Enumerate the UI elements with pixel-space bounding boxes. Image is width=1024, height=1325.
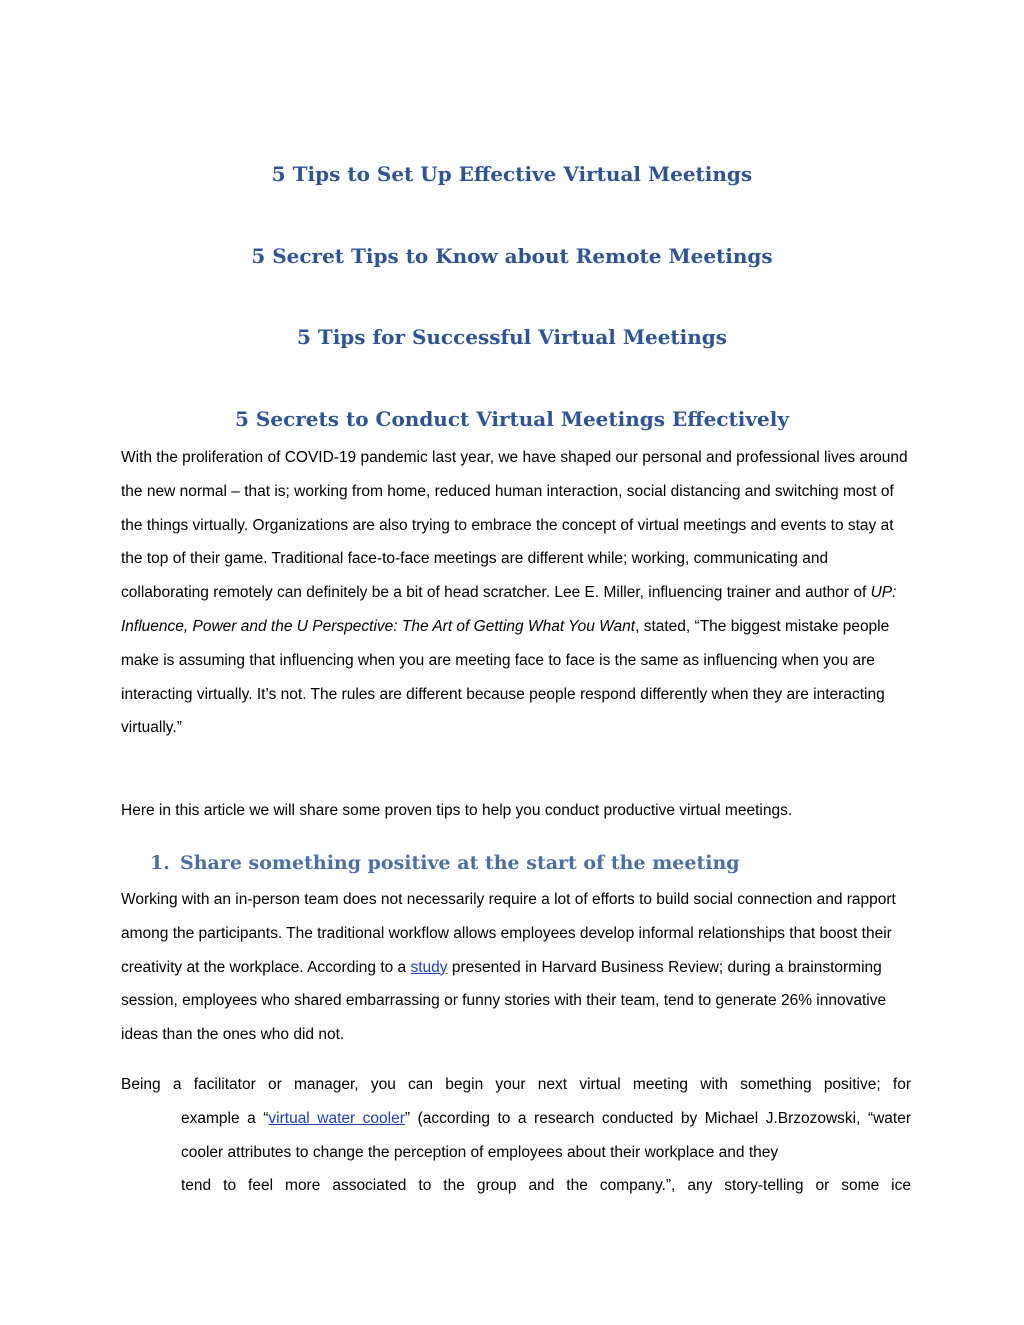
s1p2-indented-block	[181, 1102, 911, 1203]
virtual-water-cooler-link[interactable]: virtual water cooler	[268, 1109, 405, 1127]
s1p2-text-after-link: ” (according to a research conducted by Michael J.Brzozowski, “water cooler attributes to change the perception of employees about their workplace and they	[181, 1109, 912, 1161]
title-2: 5 Secret Tips to Know about Remote Meetings	[251, 244, 773, 268]
s1p2-text-before-link: example a “	[181, 1109, 269, 1127]
section-1-heading	[150, 848, 740, 878]
s1p2-last-line: tend to feel more associated to the group and the company.”, any story-telling or some ice	[181, 1177, 911, 1195]
s1p1-text-before: Working with an in-person team does not necessarily require a lot of efforts to build social connection and rapport among the participants. The traditional workflow allows employees develop informal relationships that boost their creativity at the workplace. According to a	[121, 891, 896, 976]
s1p1-text-after: presented in Harvard Business Review; during a brainstorming session, employees who shared embarrassing or funny stories with their team, tend to generate 26% innovative ideas than the ones who did not.	[121, 958, 887, 1044]
s1p2-line-1: Being a facilitator or manager, you can begin your next virtual meeting with something positive; for	[121, 1076, 911, 1093]
title-3: 5 Tips for Successful Virtual Meetings	[296, 325, 728, 349]
section-1-number: 1.	[150, 852, 170, 874]
section-1-title: Share something positive at the start of the meeting	[180, 852, 740, 874]
section-1-paragraph-2	[121, 1068, 911, 1203]
intro-paragraph	[121, 441, 911, 745]
book-title: UP: Influence, Power and the U Perspective: The Art of Getting What You Want	[121, 584, 897, 635]
section-1-paragraph-1	[121, 883, 911, 1052]
intro-followup: Here in this article we will share some proven tips to help you conduct productive virtual meetings.	[121, 802, 793, 819]
intro-text-part1: With the proliferation of COVID-19 pandemic last year, we have shaped our personal and professional lives around the new normal – that is; working from home, reduced human interaction, social distancing and switching most of the things virtually. Organizations are also trying to embrace the concept of virtual meetings and events to stay at the top of their game. Traditional face-to-face meetings are different while; working, communicating and collaborating remotely can definitely be a bit of head scratcher. Lee E. Miller, influencing trainer and author of	[121, 449, 908, 602]
study-link[interactable]: study	[410, 958, 448, 976]
title-1: 5 Tips to Set Up Effective Virtual Meetings	[271, 162, 753, 186]
intro-text-part2: , stated, “The biggest mistake people make is assuming that influencing when you are meeting face to face is the same as influencing when you are interacting virtually. It’s not. The rules are different because people respond differently when they are interacting virtually.”	[121, 617, 890, 737]
title-4: 5 Secrets to Conduct Virtual Meetings Effectively	[235, 407, 789, 431]
